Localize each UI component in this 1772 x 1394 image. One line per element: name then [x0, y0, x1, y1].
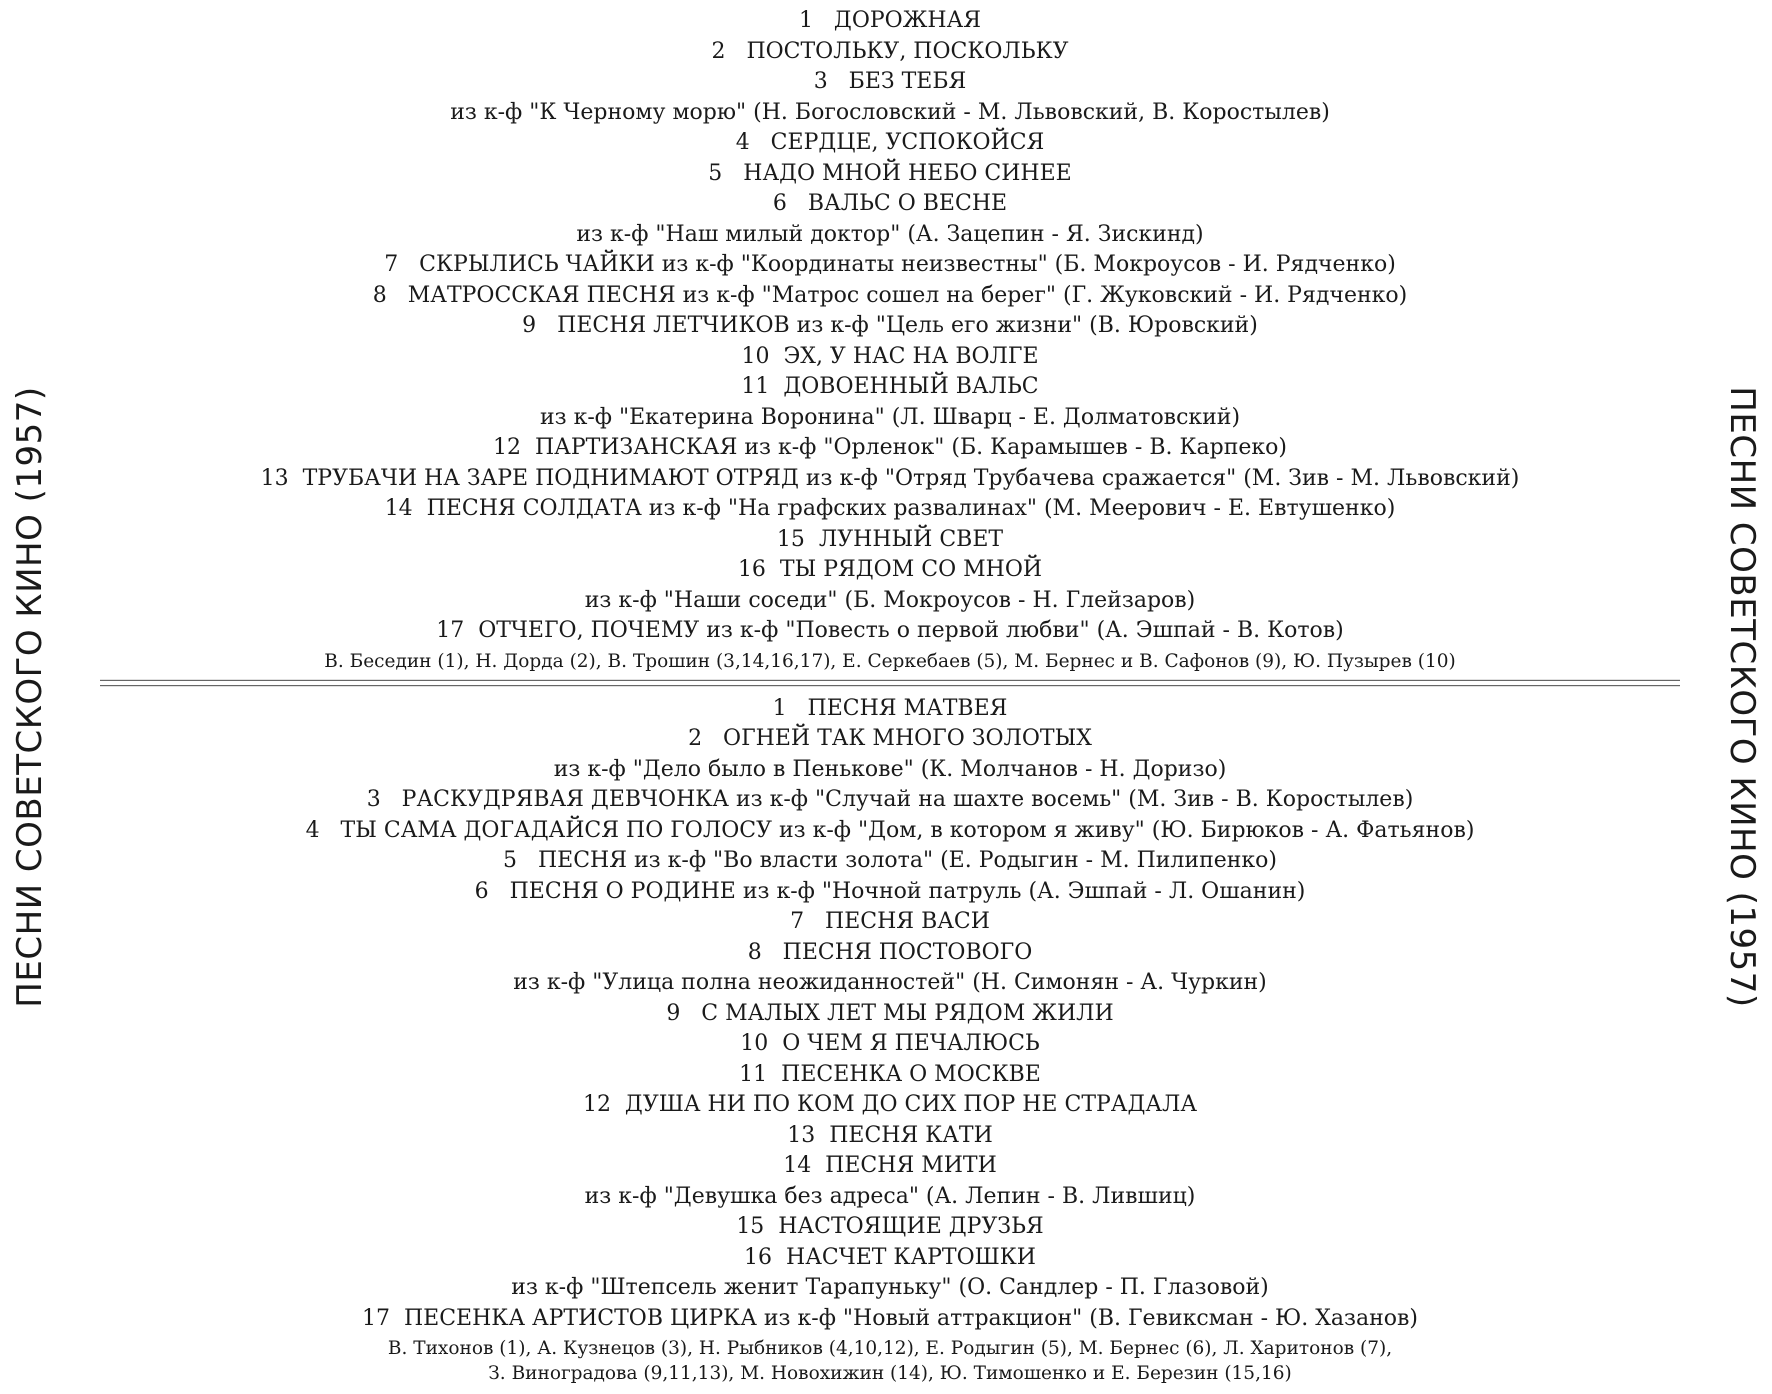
track-line: 6 ВАЛЬС О ВЕСНЕ [772, 191, 1008, 216]
track-line: из к-ф "К Черному морю" (Н. Богословский - М. Львовский, В. Коростылев) [450, 99, 1330, 125]
track-line: из к-ф "Наши соседи" (Б. Мокроусов - Н. Глейзаров) [584, 587, 1196, 613]
spine-left [0, 0, 60, 1394]
track-line: из к-ф "Штепсель женит Тарапуньку" (О. Сандлер - П. Глазовой) [511, 1275, 1269, 1300]
track-line: 13 ТРУБАЧИ НА ЗАРЕ ПОДНИМАЮТ ОТРЯД из к-ф "Отряд Трубачева сражается" (М. Зив - М. Львовский) [260, 465, 1520, 491]
track-line: 4 СЕРДЦЕ, УСПОКОЙСЯ [735, 130, 1045, 155]
performers-line: В. Тихонов (1), А. Кузнецов (3), Н. Рыбников (4,10,12), Е. Родыгин (5), М. Бернес (6), Л. Харитонов (7), [387, 1338, 1393, 1359]
track-line: 9 ПЕСНЯ ЛЕТЧИКОВ из к-ф "Цель его жизни" (В. Юровский) [522, 313, 1258, 338]
track-line: 14 ПЕСНЯ СОЛДАТА из к-ф "На графских развалинах" (М. Меерович - Е. Евтушенко) [384, 496, 1396, 521]
track-line: 10 О ЧЕМ Я ПЕЧАЛЮСЬ [740, 1031, 1040, 1056]
track-line: 13 ПЕСНЯ КАТИ [787, 1122, 993, 1148]
tracklist-panel [90, 6, 1690, 1386]
spine-right [1712, 0, 1772, 1394]
performers-line: В. Беседин (1), Н. Дорда (2), В. Трошин (3,14,16,17), Е. Серкебаев (5), М. Бернес и В. Сафонов (9), Ю. Пузырев (10) [324, 650, 1456, 672]
track-line: 5 ПЕСНЯ из к-ф "Во власти золота" (Е. Родыгин - М. Пилипенко) [503, 848, 1277, 873]
track-line: 14 ПЕСНЯ МИТИ [783, 1153, 997, 1178]
track-line: 12 ПАРТИЗАНСКАЯ из к-ф "Орленок" (Б. Карамышев - В. Карпеко) [493, 435, 1287, 460]
track-line: 11 ПЕСЕНКА О МОСКВЕ [739, 1061, 1041, 1087]
track-line: 3 РАСКУДРЯВАЯ ДЕВЧОНКА из к-ф "Случай на шахте восемь" (М. Зив - В. Коростылев) [366, 787, 1414, 812]
performers-line: З. Виноградова (9,11,13), М. Новохижин (14), Ю. Тимошенко и Е. Березин (15,16) [488, 1363, 1292, 1384]
track-line: 12 ДУША НИ ПО КОМ ДО СИХ ПОР НЕ СТРАДАЛА [582, 1092, 1198, 1117]
track-line: 15 НАСТОЯЩИЕ ДРУЗЬЯ [736, 1214, 1044, 1239]
side-divider [100, 679, 1680, 685]
track-line: 10 ЭХ, У НАС НА ВОЛГЕ [741, 343, 1039, 369]
side2-performers [90, 1336, 1690, 1386]
side1-tracklist [90, 6, 1690, 647]
track-line: 3 БЕЗ ТЕБЯ [813, 69, 967, 94]
track-line: 16 ТЫ РЯДОМ СО МНОЙ [737, 557, 1043, 582]
track-line: 7 СКРЫЛИСЬ ЧАЙКИ из к-ф "Координаты неизвестны" (Б. Мокроусов - И. Рядченко) [384, 252, 1396, 277]
track-line: 17 ПЕСЕНКА АРТИСТОВ ЦИРКА из к-ф "Новый аттракцион" (В. Гевиксман - Ю. Хазанов) [361, 1305, 1419, 1331]
track-line: 11 ДОВОЕННЫЙ ВАЛЬС [741, 374, 1039, 399]
side2-tracklist [90, 694, 1690, 1335]
track-line: 4 ТЫ САМА ДОГАДАЙСЯ ПО ГОЛОСУ из к-ф "Дом, в котором я живу" (Ю. Бирюков - А. Фатьянов) [305, 817, 1475, 843]
spine-left-title: ПЕСНИ СОВЕТСКОГО КИНО (1957) [10, 386, 50, 1008]
track-line: 7 ПЕСНЯ ВАСИ [790, 909, 990, 934]
track-line: 5 НАДО МНОЙ НЕБО СИНЕЕ [708, 160, 1072, 186]
track-line: 17 ОТЧЕГО, ПОЧЕМУ из к-ф "Повесть о первой любви" (А. Эшпай - В. Котов) [436, 618, 1344, 643]
track-line: 1 ПЕСНЯ МАТВЕЯ [772, 695, 1008, 721]
track-line: из к-ф "Улица полна неожиданностей" (Н. Симонян - А. Чуркин) [513, 970, 1267, 995]
track-line: 8 МАТРОССКАЯ ПЕСНЯ из к-ф "Матрос сошел на берег" (Г. Жуковский - И. Рядченко) [372, 282, 1408, 308]
side1-performers [90, 649, 1690, 674]
track-line: 8 ПЕСНЯ ПОСТОВОГО [747, 939, 1033, 965]
track-line: из к-ф "Дело было в Пенькове" (К. Молчанов - Н. Доризо) [553, 756, 1227, 782]
spine-right-title: ПЕСНИ СОВЕТСКОГО КИНО (1957) [1722, 386, 1762, 1008]
track-line: 6 ПЕСНЯ О РОДИНЕ из к-ф "Ночной патруль (А. Эшпай - Л. Ошанин) [474, 878, 1306, 904]
track-line: 16 НАСЧЕТ КАРТОШКИ [744, 1244, 1036, 1270]
track-line: 15 ЛУННЫЙ СВЕТ [776, 526, 1004, 552]
track-line: 1 ДОРОЖНАЯ [798, 8, 982, 33]
track-line: 2 ОГНЕЙ ТАК МНОГО ЗОЛОТЫХ [688, 726, 1092, 751]
track-line: из к-ф "Девушка без адреса" (А. Лепин - В. Лившиц) [584, 1183, 1196, 1209]
track-line: 2 ПОСТОЛЬКУ, ПОСКОЛЬКУ [711, 38, 1069, 64]
track-line: 9 С МАЛЫХ ЛЕТ МЫ РЯДОМ ЖИЛИ [666, 1000, 1114, 1026]
track-line: из к-ф "Наш милый доктор" (А. Зацепин - Я. Зискинд) [576, 221, 1204, 247]
track-line: из к-ф "Екатерина Воронина" (Л. Шварц - Е. Долматовский) [539, 404, 1241, 430]
